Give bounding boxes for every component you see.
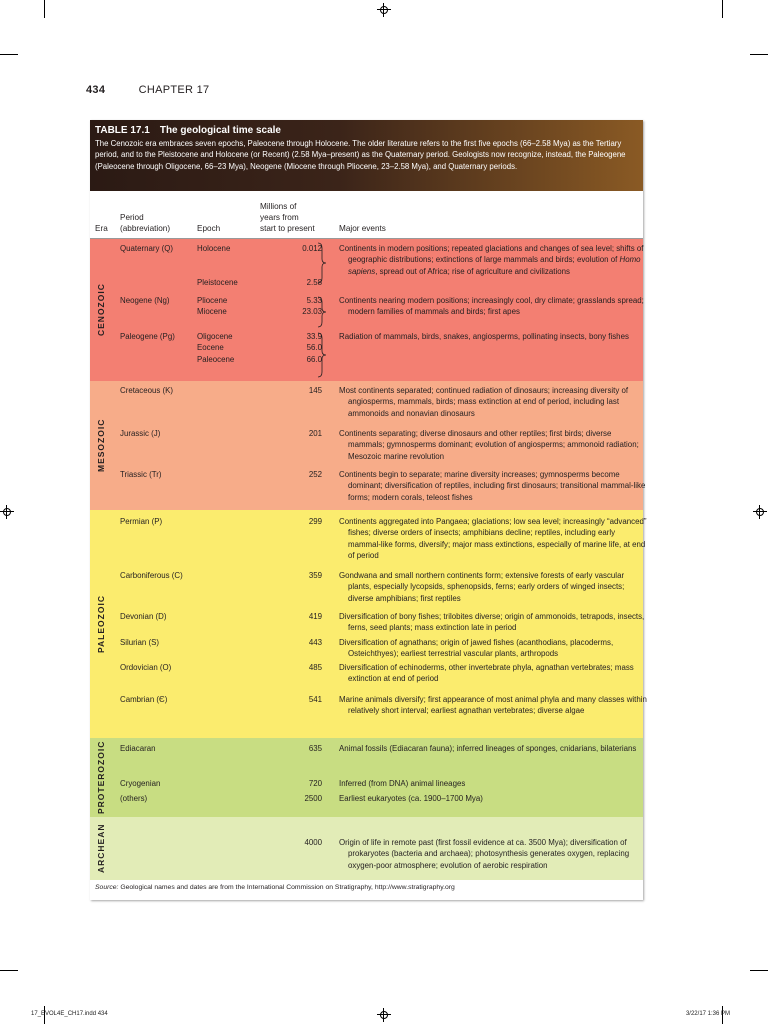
crop-mark	[750, 54, 768, 55]
brace-icon	[317, 242, 327, 284]
period-cell: Ordovician (O)	[120, 663, 172, 672]
events-cell: Continents in modern positions; repeated glaciations and changes of sea level; shifts of geographic distributions; extinctions of large mammals and birds; evolution of Homo sapiens, spread out of Africa; rise of agriculture and civilizations	[339, 244, 644, 276]
period-cell: Silurian (S)	[120, 638, 160, 647]
registration-mark-icon	[0, 505, 14, 519]
crop-mark	[0, 54, 18, 55]
epoch-cell: Holocene Pleistocene	[197, 244, 238, 287]
period-cell: Devonian (D)	[120, 612, 167, 621]
epoch-cell: Pliocene Miocene	[197, 296, 228, 317]
period-cell: Cambrian (Є)	[120, 695, 168, 704]
events-cell: Inferred (from DNA) animal lineages	[339, 779, 466, 788]
era-label: PROTEROZOIC	[96, 740, 106, 815]
period-cell: Cretaceous (K)	[120, 386, 174, 395]
registration-mark-icon	[753, 505, 767, 519]
crop-mark	[0, 970, 18, 971]
registration-mark-icon	[377, 3, 391, 17]
period-cell: Paleogene (Pg)	[120, 332, 175, 341]
source-label: Source:	[95, 884, 119, 891]
era-band-proterozoic	[90, 738, 643, 817]
era-band-cenozoic	[90, 239, 643, 381]
table-source	[95, 884, 455, 891]
brace-icon	[317, 296, 327, 328]
registration-mark-icon	[377, 1008, 391, 1022]
mya-cell: 419	[308, 612, 322, 621]
table-title: The geological time scale	[159, 125, 281, 136]
period-cell: Cryogenian	[120, 779, 161, 788]
source-text: Geological names and dates are from the International Commission on Stratigraphy, http://www.stratigraphy.org	[118, 884, 455, 891]
events-cell: Diversification of agnathans; origin of jawed fishes (acanthodians, placoderms, Osteichthyes); earliest terrestrial vascular plants, arthropods	[339, 638, 614, 659]
table-caption: The Cenozoic era embraces seven epochs, Paleocene through Holocene. The older literature refers to the first five epochs (66–2.58 Mya) as the Tertiary period, and to the Pleistocene and Holocene (or Recent) (2.58 Mya–present) as the Quaternary period. Geologists now recognize, instead, the Paleogene (Paleocene through Oligocene, 66–23 Mya), Neogene (Miocene through Pliocene, 23–2.58 Mya), and Quaternary periods.	[95, 139, 626, 171]
events-cell: Continents begin to separate; marine diversity increases; gymnosperms become dominant; diversification of reptiles, including first dinosaurs; transitional mammal-like forms; modern corals, teleost fishes	[339, 470, 646, 502]
footer-date: 3/22/17 1:36 PM	[685, 1011, 730, 1017]
species-name: Homo sapiens	[348, 255, 641, 276]
period-cell: Ediacaran	[120, 744, 156, 753]
crop-mark	[750, 970, 768, 971]
period-cell: Carboniferous (C)	[120, 571, 183, 580]
mya-cell: 635	[308, 744, 322, 753]
mya-cell: 485	[308, 663, 322, 672]
events-cell: Diversification of echinoderms, other invertebrate phyla, agnathan vertebrates; mass extinction at end of period	[339, 663, 634, 684]
events-cell: Continents separating; diverse dinosaurs and other reptiles; first birds; diverse mammals; gymnosperms dominant; evolution of angiosperms; ammonoid radiation; Mesozoic marine revolution	[339, 429, 639, 461]
mya-cell: 359	[308, 571, 322, 580]
period-cell: Jurassic (J)	[120, 429, 161, 438]
events-cell: Continents nearing modern positions; increasingly cool, dry climate; grasslands spread; modern families of mammals and birds; first apes	[339, 296, 644, 317]
table-header-band	[90, 120, 643, 191]
col-events: Major events	[339, 224, 386, 233]
events-cell: Marine animals diversify; first appearance of most animal phyla and many classes within relatively short interval; earliest agnathan vertebrates; diverse algae	[339, 695, 647, 716]
era-band-paleozoic	[90, 510, 647, 738]
mya-cell: 252	[308, 470, 322, 479]
events-cell: Gondwana and small northern continents form; extensive forests of early vascular plants, especially lycopsids, sphenopsids, ferns; early orders of winged insects; diverse amphibians; first reptiles	[339, 571, 625, 603]
events-cell: Diversification of bony fishes; trilobites diverse; origin of ammonoids, tetrapods, insects, ferns, seed plants; mass extinction late in period	[339, 612, 645, 633]
events-cell: Radiation of mammals, birds, snakes, angiosperms, pollinating insects, bony fishes	[339, 332, 629, 341]
col-mya: Millions of years from start to present	[260, 202, 315, 233]
era-label: ARCHEAN	[96, 823, 106, 874]
mya-cell: 2500	[304, 794, 322, 803]
period-cell: Neogene (Ng)	[120, 296, 170, 305]
mya-cell: 541	[308, 695, 322, 704]
column-headers	[90, 192, 643, 239]
mya-cell: 4000	[304, 838, 322, 847]
era-label: MESOZOIC	[96, 418, 106, 473]
col-era: Era	[95, 224, 108, 233]
mya-cell: 201	[308, 429, 322, 438]
events-cell: Earliest eukaryotes (ca. 1900–1700 Mya)	[339, 794, 483, 803]
era-band-mesozoic	[90, 381, 646, 510]
page-number: 434	[86, 84, 106, 96]
crop-mark	[44, 0, 45, 18]
mya-cell: 443	[308, 638, 322, 647]
events-cell: Origin of life in remote past (first fossil evidence at ca. 3500 Mya); diversification of prokaryotes (bacteria and archaea); photosynthesis generates oxygen, replacing oxygen-poor atmosphere; evolution of aerobic respiration	[339, 838, 630, 870]
col-period: Period (abbreviation)	[120, 213, 171, 233]
period-cell: Triassic (Tr)	[120, 470, 162, 479]
running-header	[86, 84, 209, 96]
footer-file: 17_EVOL4E_CH17.indd 434	[31, 1011, 108, 1017]
crop-mark	[722, 0, 723, 18]
brace-icon	[317, 332, 327, 378]
table-number: TABLE 17.1	[95, 125, 150, 136]
events-cell: Animal fossils (Ediacaran fauna); inferred lineages of sponges, cnidarians, bilaterians	[339, 744, 637, 753]
geological-time-table	[90, 120, 647, 900]
period-cell: Permian (P)	[120, 517, 163, 526]
period-cell: Quaternary (Q)	[120, 244, 174, 253]
era-label: CENOZOIC	[96, 283, 106, 337]
table-heading	[95, 125, 281, 136]
mya-cell: 299	[308, 517, 322, 526]
mya-cell: 0.012 2.58	[302, 244, 322, 287]
mya-cell: 720	[308, 779, 322, 788]
mya-cell: 5.33 23.03	[302, 296, 322, 317]
era-label: PALEOZOIC	[96, 595, 106, 653]
period-cell: (others)	[120, 794, 148, 803]
mya-cell: 145	[308, 386, 322, 395]
epoch-cell: Oligocene Eocene Paleocene	[197, 332, 235, 364]
mya-cell: 33.9 56.0 66.0	[306, 332, 322, 364]
col-epoch: Epoch	[197, 224, 221, 233]
events-cell: Continents aggregated into Pangaea; glaciations; low sea level; increasingly “advanced” fishes; diverse orders of insects; amphibians decline; reptiles, including early mammal-like forms, diversify; major mass extinctions, especially of marine life, at end of period	[339, 517, 647, 560]
chapter-label: CHAPTER 17	[138, 84, 210, 96]
era-band-archean	[90, 817, 643, 880]
events-cell: Most continents separated; continued radiation of dinosaurs; increasing diversity of angiosperms, mammals, birds; mass extinction at end of period, including last ammonoids and nonavian dinosaurs	[339, 386, 629, 418]
